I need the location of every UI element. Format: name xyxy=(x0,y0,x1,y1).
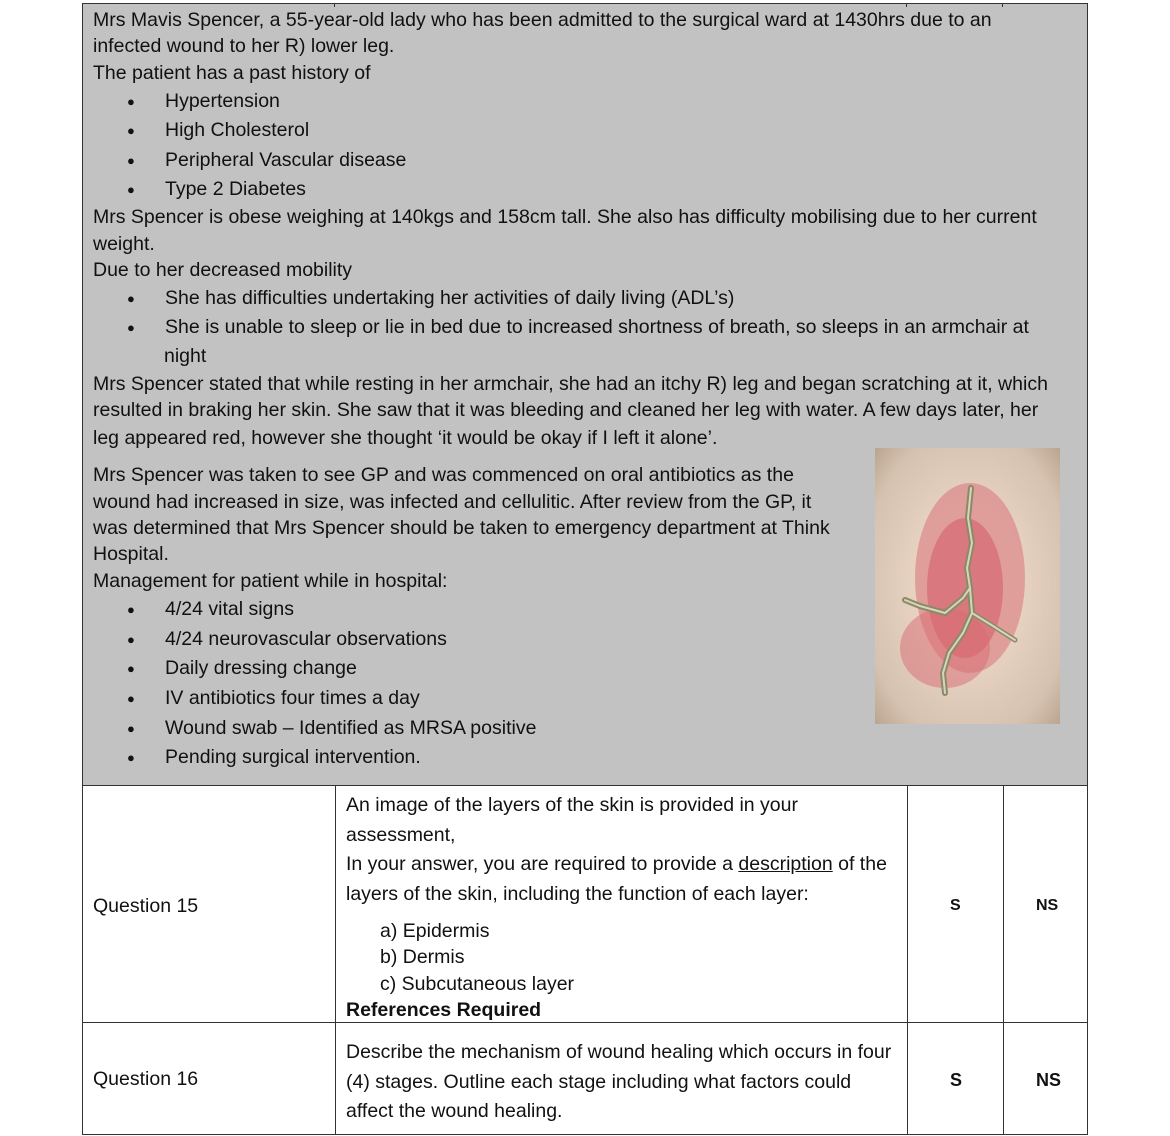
gp-line: was determined that Mrs Spencer should be taken to emergency department at Think xyxy=(93,517,830,539)
assessment-page xyxy=(82,3,1088,1134)
satisfactory-cell xyxy=(907,1022,1004,1135)
not-satisfactory-cell xyxy=(1003,785,1088,1023)
mobility-item-continued: night xyxy=(164,345,207,367)
intro-line: Mrs Mavis Spencer, a 55-year-old lady who has been admitted to the surgical ward at 1430hrs due to an xyxy=(93,9,992,31)
gp-line: Hospital. xyxy=(93,543,169,565)
obesity-line: Mrs Spencer is obese weighing at 140kgs and 158cm tall. She also has difficulty mobilising due to her current xyxy=(93,206,1037,228)
management-item: ● Pending surgical intervention. xyxy=(127,744,421,771)
question-text-cell xyxy=(335,1022,908,1135)
not-satisfactory-mark: NS xyxy=(1036,1070,1062,1090)
satisfactory-cell xyxy=(907,785,1004,1023)
wound-photo xyxy=(875,448,1060,724)
question-label-cell xyxy=(82,1022,336,1135)
history-item: ● Peripheral Vascular disease xyxy=(127,147,406,174)
satisfactory-mark: S xyxy=(950,1070,963,1090)
references-required: References Required xyxy=(346,999,542,1021)
wound-illustration xyxy=(875,448,1060,724)
question-line-part: of the xyxy=(832,853,887,875)
table-divider-tick xyxy=(1002,3,1003,7)
question-label: Question 15 xyxy=(93,895,199,917)
question-line: affect the wound healing. xyxy=(346,1100,563,1122)
management-item: ● 4/24 vital signs xyxy=(127,596,294,623)
gp-line: Mrs Spencer was taken to see GP and was commenced on oral antibiotics as the xyxy=(93,464,794,486)
question-line-part: In your answer, you are required to provide a xyxy=(346,853,739,875)
question-label: Question 16 xyxy=(93,1068,199,1090)
question-line: layers of the skin, including the function of each layer: xyxy=(346,882,809,905)
management-item: ● Daily dressing change xyxy=(127,655,357,682)
story-line: resulted in braking her skin. She saw that it was bleeding and cleaned her leg with water. A few days later, her xyxy=(93,399,1039,421)
story-line: Mrs Spencer stated that while resting in her armchair, she had an itchy R) leg and began scratching at it, which xyxy=(93,373,1048,395)
underlined-word: description xyxy=(738,853,833,875)
management-heading: Management for patient while in hospital: xyxy=(93,570,448,592)
question-label-cell xyxy=(82,785,336,1023)
table-divider-tick xyxy=(906,3,907,7)
layer-item-epidermis: a) Epidermis xyxy=(380,920,490,942)
story-line: leg appeared red, however she thought ‘it would be okay if I left it alone’. xyxy=(93,427,718,449)
table-divider-tick xyxy=(334,3,335,7)
history-item: ● Hypertension xyxy=(127,88,280,115)
question-text-cell xyxy=(335,785,908,1023)
question-text xyxy=(346,791,892,909)
question-line: (4) stages. Outline each stage including what factors could xyxy=(346,1070,852,1093)
history-item: ● Type 2 Diabetes xyxy=(127,176,306,203)
case-scenario-box xyxy=(82,3,1088,786)
question-line: An image of the layers of the skin is provided in your xyxy=(346,794,798,816)
management-item: ● IV antibiotics four times a day xyxy=(127,685,420,712)
intro-line: infected wound to her R) lower leg. xyxy=(93,35,395,57)
question-line xyxy=(346,850,892,880)
layer-item-dermis: b) Dermis xyxy=(380,946,465,968)
obesity-line: weight. xyxy=(93,233,155,255)
history-heading: The patient has a past history of xyxy=(93,62,371,84)
mobility-heading: Due to her decreased mobility xyxy=(93,259,353,281)
management-item: ● 4/24 neurovascular observations xyxy=(127,626,447,653)
satisfactory-mark: S xyxy=(950,897,961,914)
question-text xyxy=(346,1038,892,1127)
gp-line: wound had increased in size, was infected and cellulitic. After review from the GP, it xyxy=(93,491,812,513)
question-line: assessment, xyxy=(346,823,456,846)
not-satisfactory-cell xyxy=(1003,1022,1088,1135)
mobility-item: ● She is unable to sleep or lie in bed due to increased shortness of breath, so sleeps in an armchair at xyxy=(127,314,1029,341)
not-satisfactory-mark: NS xyxy=(1036,897,1059,914)
mobility-item: ● She has difficulties undertaking her activities of daily living (ADL’s) xyxy=(127,285,734,312)
management-item: ● Wound swab – Identified as MRSA positive xyxy=(127,715,536,742)
question-line: Describe the mechanism of wound healing which occurs in four xyxy=(346,1041,892,1063)
layer-item-subcutaneous: c) Subcutaneous layer xyxy=(380,973,575,995)
history-item: ● High Cholesterol xyxy=(127,117,309,144)
